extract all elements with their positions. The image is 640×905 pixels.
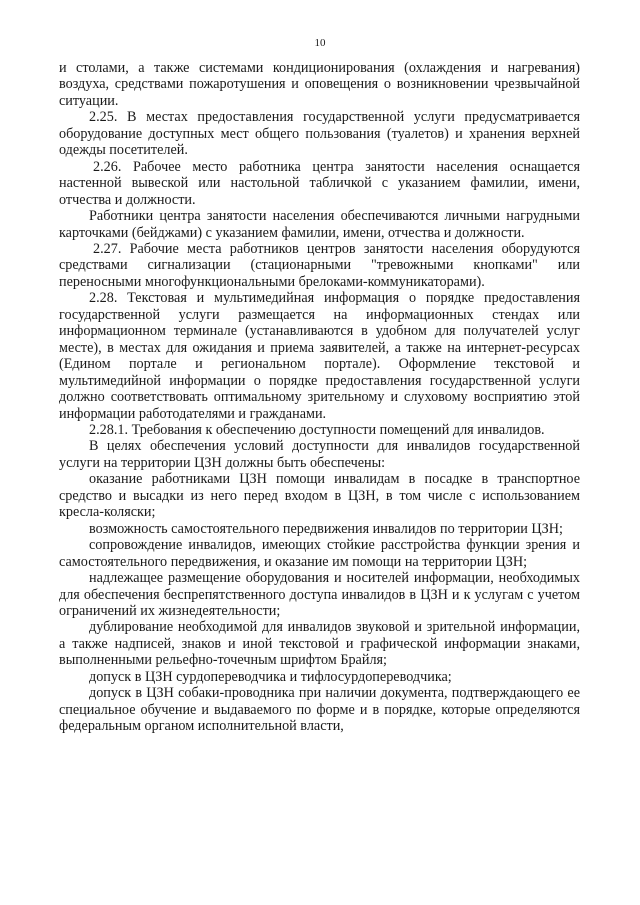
paragraph-workers-badges: Работники центра занятости населения обеспечиваются личными нагрудными карточками (бейджами) с указанием фамилии, имени, отчества и должности. [59, 208, 580, 241]
paragraph-2-28: 2.28. Текстовая и мультимедийная информация о порядке предоставления государственной услуги размещается на информационных стендах или информационном терминале (устанавливаются в удобном для получателей услуг месте), в местах для ожидания и приема заявителей, а также на интернет-ресурсах (Едином портале и региональном портале). Оформление текстовой и мультимедийной информации о порядке предоставления государственной услуги должно соответствовать оптимальному зрительному и слуховому восприятию этой информации работодателями и гражданами. [59, 290, 580, 422]
list-item-interpreter: допуск в ЦЗН сурдопереводчика и тифлосурдопереводчика; [89, 668, 452, 685]
paragraph-conditions: В целях обеспечения условий доступности для инвалидов государственной услуги на территории ЦЗН должны быть обеспечены: [59, 438, 580, 471]
list-item-assist-boarding: оказание работниками ЦЗН помощи инвалидам в посадке в транспортное средство и высадки из него перед входом в ЦЗН, в том числе с использованием кресла-коляски; [59, 471, 580, 521]
paragraph-continuation: и столами, а также системами кондиционирования (охлаждения и нагревания) воздуха, средствами пожаротушения и оповещения о возникновении чрезвычайной ситуации. [59, 60, 580, 109]
paragraph-2-28-1: 2.28.1. Требования к обеспечению доступности помещений для инвалидов. [89, 421, 545, 438]
list-item-escort: сопровождение инвалидов, имеющих стойкие расстройства функции зрения и самостоятельного передвижения, и оказание им помощи на территории ЦЗН; [59, 537, 580, 570]
list-item-guide-dog: допуск в ЦЗН собаки-проводника при наличии документа, подтверждающего ее специальное обучение и выдаваемого по форме и в порядке, которые определяются федеральным органом исполнительной власти, [59, 685, 580, 735]
document-body [59, 60, 580, 735]
paragraph-2-26: 2.26. Рабочее место работника центра занятости населения оснащается настенной вывеской или настольной табличкой с указанием фамилии, имени, отчества и должности. [59, 158, 580, 208]
list-item-independent-move: возможность самостоятельного передвижения инвалидов по территории ЦЗН; [89, 520, 563, 537]
list-item-duplication: дублирование необходимой для инвалидов звуковой и зрительной информации, а также надписей, знаков и иной текстовой и графической информации знаками, выполненными рельефно-точечным шрифтом Брайля; [59, 619, 580, 669]
list-item-equipment: надлежащее размещение оборудования и носителей информации, необходимых для обеспечения беспрепятственного доступа инвалидов в ЦЗН и к услугам с учетом ограничений их жизнедеятельности; [59, 570, 580, 619]
page-number: 10 [314, 37, 326, 49]
paragraph-2-25: 2.25. В местах предоставления государственной услуги предусматривается оборудование доступных мест общего пользования (туалетов) и хранения верхней одежды посетителей. [59, 109, 580, 159]
paragraph-2-27: 2.27. Рабочие места работников центров занятости населения оборудуются средствами сигнализации (стационарными "тревожными кнопками" или переносными многофункциональными брелоками-коммуникаторами). [59, 240, 580, 290]
